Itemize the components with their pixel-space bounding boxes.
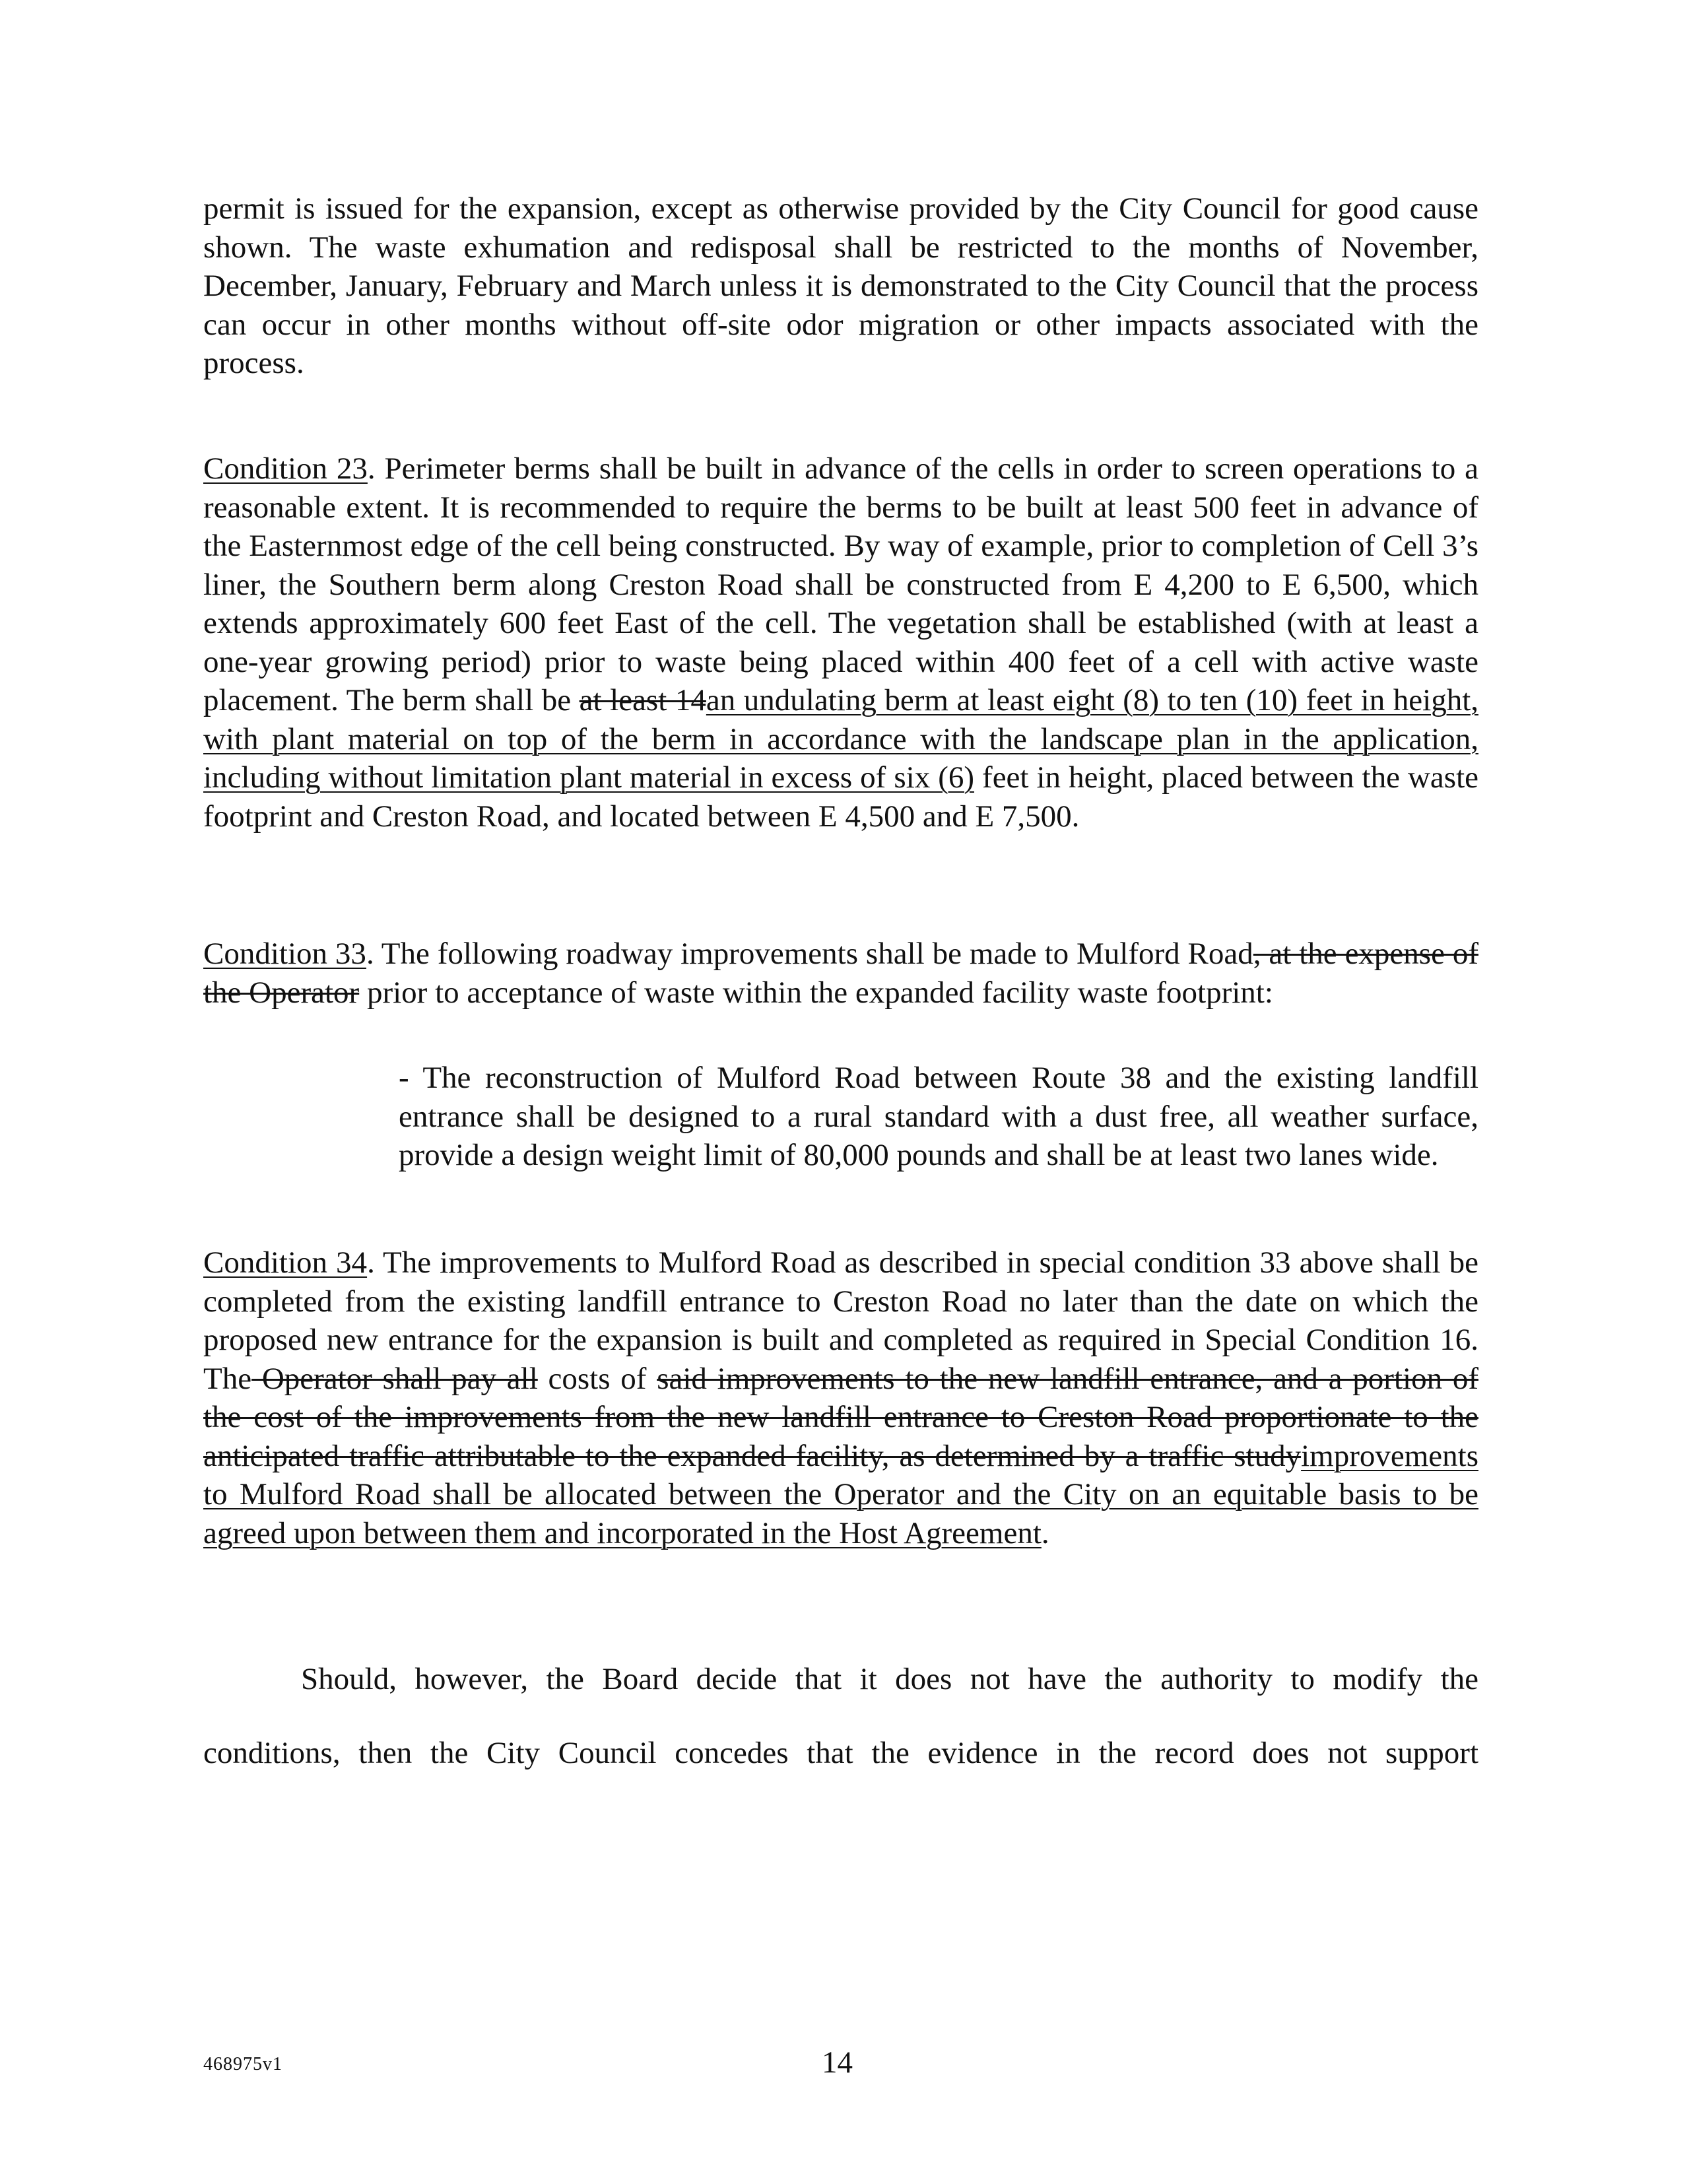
condition-33-label: Condition 33 (203, 937, 366, 971)
condition-33-text-a: . The following roadway improvements shall be made to Mulford Road (366, 937, 1253, 971)
condition-33 (203, 935, 1478, 1012)
condition-33-bullet-text: - The reconstruction of Mulford Road between Route 38 and the existing landfill entrance shall be designed to a rural standard with a dust free, all weather surface, provide a design weight limit of 80,000 pounds and shall be at least two lanes wide. (399, 1061, 1478, 1172)
condition-23-inserted: an undulating berm at least eight (8) to ten (10) feet in height, with plant material on top of the berm in accordance with the landscape plan in the application, including without limitation plant material in excess of six (6) (203, 683, 1478, 795)
paragraph-intro-text: permit is issued for the expansion, except as otherwise provided by the City Council for good cause shown. The waste exhumation and redisposal shall be restricted to the months of November, December, January, February and March unless it is demonstrated to the City Council that the process can occur in other months without off-site odor migration or other impacts associated with the process. (203, 191, 1478, 380)
condition-23 (203, 449, 1478, 836)
condition-34-label: Condition 34 (203, 1245, 368, 1280)
condition-34 (203, 1243, 1478, 1552)
page-number: 14 (822, 2045, 853, 2080)
condition-33-text-b: prior to acceptance of waste within the expanded facility waste footprint: (359, 975, 1273, 1010)
condition-23-label: Condition 23 (203, 451, 368, 486)
condition-34-struck-2: said improvements to the new landfill entrance, and a portion of the cost of the improvements from the new landfill entrance to Creston Road proportionate to the anticipated traffic attributable to the expanded facility, as determined by a traffic study (203, 1361, 1478, 1473)
condition-33-struck: , at the expense of the Operator (203, 937, 1478, 1010)
condition-23-text-b: feet in height, placed between the waste footprint and Creston Road, and located between E 4,500 and E 7,500. (203, 760, 1479, 834)
condition-33-bullet (399, 1059, 1478, 1175)
condition-34-text-b: costs of (537, 1361, 657, 1396)
condition-34-text-c: . (1041, 1515, 1049, 1550)
closing-paragraph (203, 1642, 1478, 1790)
paragraph-intro (203, 189, 1478, 383)
condition-23-struck: at least 14 (579, 683, 706, 717)
closing-line-1: Should, however, the Board decide that it does not have the authority to modify the (301, 1662, 1478, 1696)
condition-34-inserted: improvements to Mulford Road shall be allocated between the Operator and the City on an equitable basis to be agreed upon between them and incorporated in the Host Agreement (203, 1438, 1478, 1550)
condition-34-text-a: . The improvements to Mulford Road as described in special condition 33 above shall be completed from the existing landfill entrance to Creston Road no later than the date on which the proposed new entrance for the expansion is built and completed as required in Special Condition 16. The (203, 1245, 1478, 1396)
condition-34-struck-1: Operator shall pay all (251, 1361, 538, 1396)
condition-23-text-a: . Perimeter berms shall be built in advance of the cells in order to screen operations to a reasonable extent. It is recommended to require the berms to be built at least 500 feet in advance of the Easternmost edge of the cell being constructed. By way of example, prior to completion of Cell 3’s liner, the Southern berm along Creston Road shall be constructed from E 4,200 to E 6,500, which extends approximately 600 feet East of the cell. The vegetation shall be established (with at least a one-year growing period) prior to waste being placed within 400 feet of a cell with active waste placement. The berm shall be (203, 451, 1478, 717)
document-id: 468975v1 (203, 2054, 282, 2074)
closing-line-2: conditions, then the City Council concedes that the evidence in the record does not support (203, 1736, 1478, 1770)
